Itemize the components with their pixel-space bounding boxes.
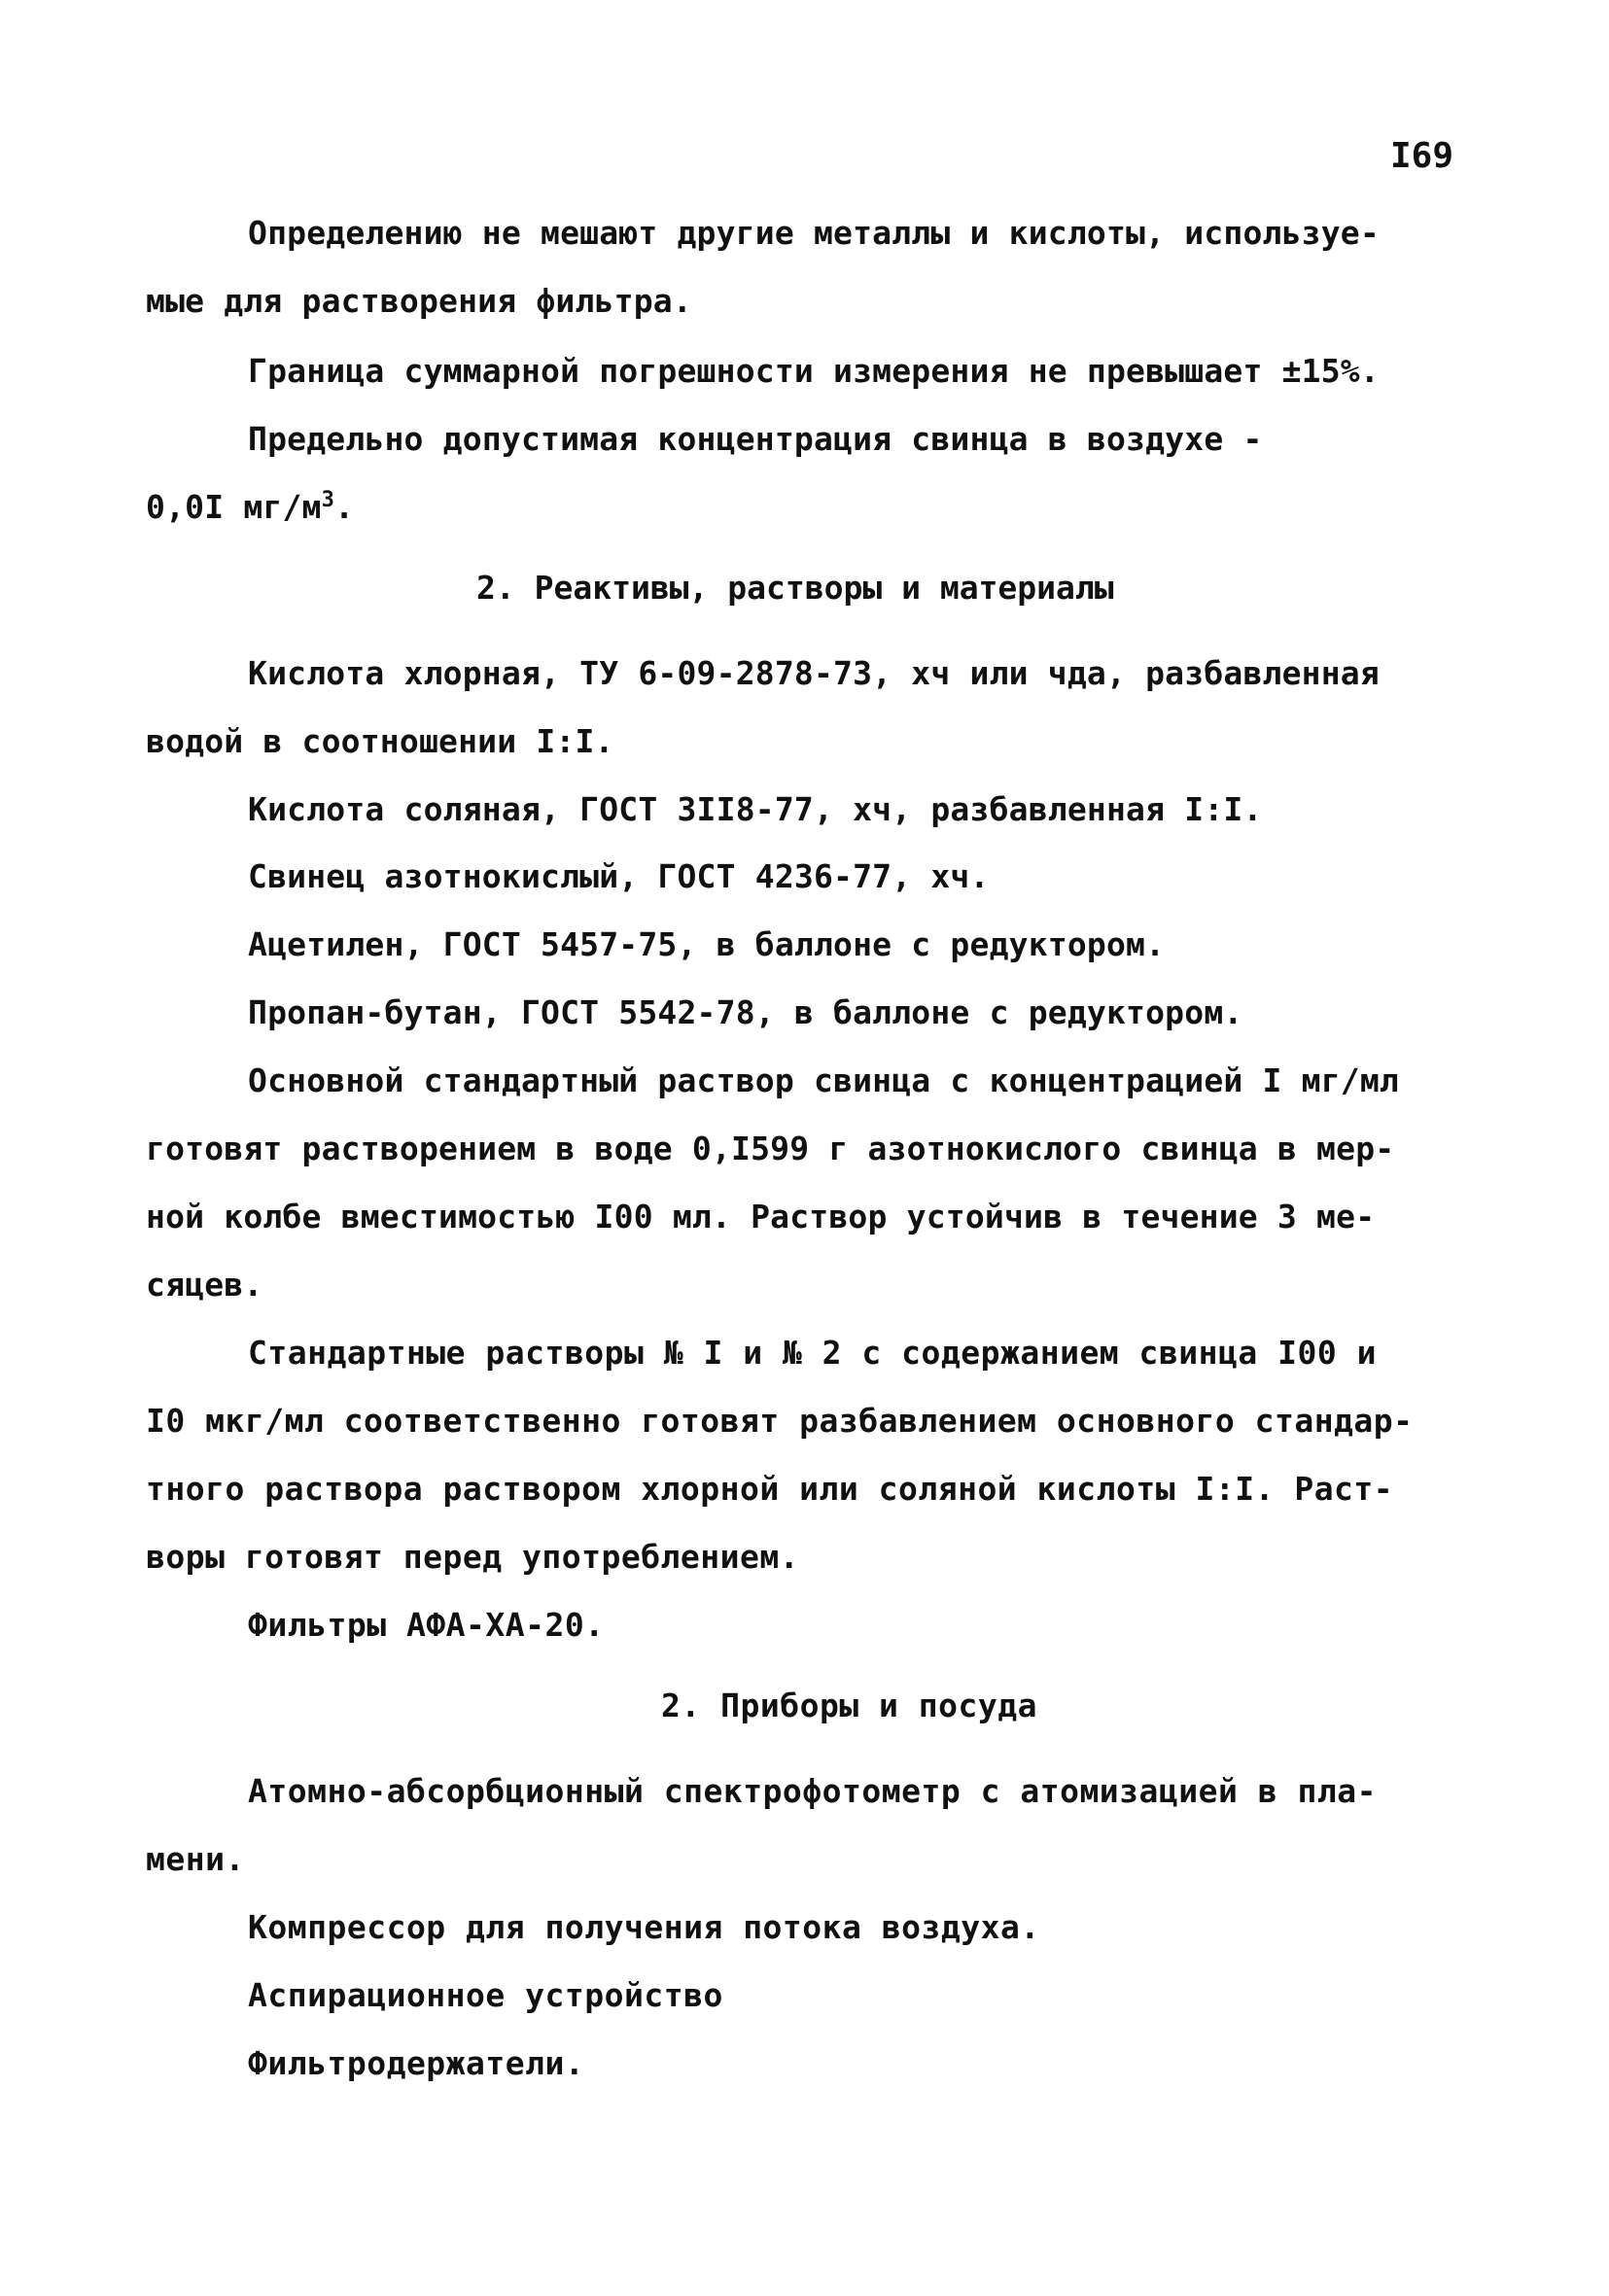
paragraph-line: Аспирационное устройство <box>248 1976 723 2014</box>
paragraph-line: готовят растворением в воде 0,I599 г азотнокислого свинца в мер- <box>146 1130 1395 1167</box>
paragraph-line: Ацетилен, ГОСТ 5457-75, в баллоне с редуктором. <box>248 925 1166 963</box>
paragraph-line: Атомно-абсорбционный спектрофотометр с атомизацией в пла- <box>248 1772 1377 1810</box>
page-number: I69 <box>1390 136 1454 176</box>
paragraph-line: I0 мкг/мл соответственно готовят разбавлением основного стандар- <box>146 1402 1414 1440</box>
limit-value: 0,0I мг/м <box>146 488 322 526</box>
paragraph-line: Кислота хлорная, ТУ 6-09-2878-73, хч или чда, разбавленная <box>248 654 1380 692</box>
paragraph-line: Фильтродержатели. <box>248 2044 585 2082</box>
paragraph-line: Определению не мешают другие металлы и кислоты, используе- <box>248 214 1380 252</box>
paragraph-line: Свинец азотнокислый, ГОСТ 4236-77, хч. <box>248 857 990 895</box>
paragraph-line <box>146 488 354 526</box>
paragraph-line: Пропан-бутан, ГОСТ 5542-78, в баллоне с редуктором. <box>248 993 1243 1031</box>
section-heading-reagents: 2. Реактивы, растворы и материалы <box>476 569 1114 607</box>
paragraph-line: сяцев. <box>146 1266 263 1304</box>
limit-end: . <box>334 488 355 526</box>
paragraph-line: мени. <box>146 1840 245 1878</box>
paragraph-line: Стандартные растворы № I и № 2 с содержанием свинца I00 и <box>248 1334 1377 1372</box>
limit-unit-exponent: 3 <box>321 488 335 512</box>
paragraph-line: Кислота соляная, ГОСТ 3II8-77, хч, разбавленная I:I. <box>248 790 1263 828</box>
paragraph-line: воры готовят перед употреблением. <box>146 1538 800 1576</box>
paragraph-line: Фильтры АФА-ХА-20. <box>248 1606 605 1644</box>
paragraph-line: водой в соотношении I:I. <box>146 722 614 760</box>
paragraph-line: Граница суммарной погрешности измерения не превышает ±15%. <box>248 352 1380 390</box>
paragraph-line: тного раствора раствором хлорной или соляной кислоты I:I. Раст- <box>146 1470 1394 1508</box>
paragraph-line: ной колбе вместимостью I00 мл. Раствор устойчив в течение 3 ме- <box>146 1198 1376 1235</box>
paragraph-line: Основной стандартный раствор свинца с концентрацией I мг/мл <box>248 1061 1399 1099</box>
section-heading-devices: 2. Приборы и посуда <box>661 1687 1037 1724</box>
paragraph-line: Предельно допустимая концентрация свинца в воздухе - <box>248 420 1263 458</box>
paragraph-line: Компрессор для получения потока воздуха. <box>248 1908 1040 1946</box>
paragraph-line: мые для растворения фильтра. <box>146 282 692 320</box>
